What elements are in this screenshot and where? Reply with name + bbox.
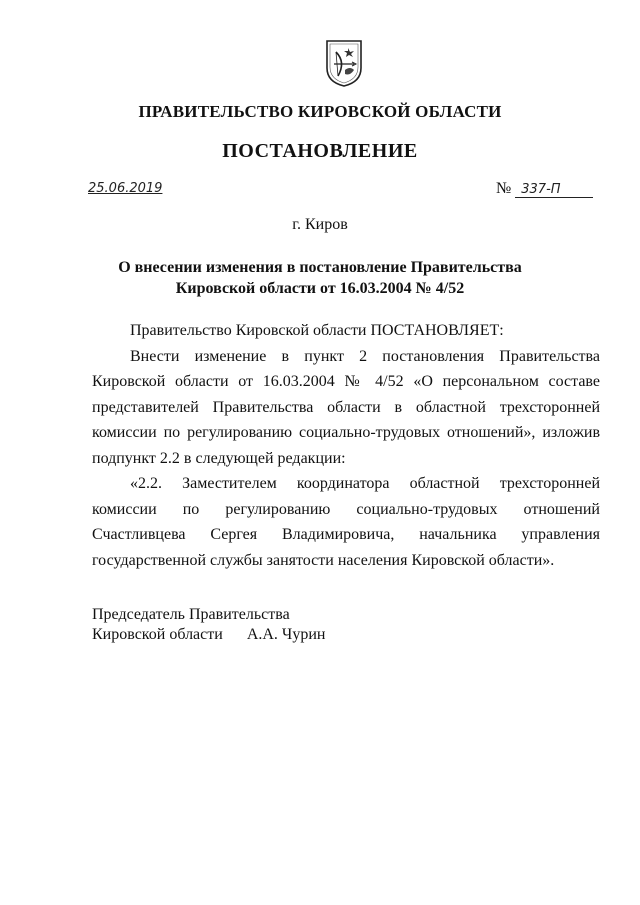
signatory-name: А.А. Чурин	[246, 626, 326, 643]
signature-block	[92, 605, 325, 645]
document-number-value: 337-П	[515, 182, 593, 198]
city-line: г. Киров	[292, 216, 348, 233]
document-body	[92, 318, 600, 573]
body-paragraph-1: Правительство Кировской области ПОСТАНОВЛЯЕТ:	[130, 322, 504, 339]
document-date: 25.06.2019	[88, 181, 163, 196]
subject-line-2: Кировской области от 16.03.2004 № 4/52	[175, 280, 465, 297]
document-subject	[100, 257, 540, 299]
document-type-heading: ПОСТАНОВЛЕНИЕ	[222, 140, 418, 162]
subject-line-1: О внесении изменения в постановление Правительства	[118, 259, 522, 276]
signatory-position-line-1: Председатель Правительства	[92, 606, 290, 623]
kirov-oblast-coat-of-arms-icon	[324, 38, 364, 88]
body-paragraph-2: Внести изменение в пункт 2 постановления Правительства Кировской области от 16.03.2004 № 4/52 «О персональном составе представителей Правительства области в областной трехсторонней комиссии по регулированию социально-трудовых отношений», изложив подпункт 2.2 в следующей редакции:	[92, 347, 600, 467]
organization-title: ПРАВИТЕЛЬСТВО КИРОВСКОЙ ОБЛАСТИ	[138, 102, 502, 121]
body-paragraph-3: «2.2. Заместителем координатора областной трехсторонней комиссии по регулированию социально-трудовых отношений Счастливцева Сергея Владимировича, начальника управления государственной службы занятости населения Кировской области».	[92, 475, 600, 569]
number-sign: №	[496, 180, 512, 197]
document-number	[496, 180, 596, 198]
signatory-position-line-2: Кировской области	[92, 626, 223, 643]
